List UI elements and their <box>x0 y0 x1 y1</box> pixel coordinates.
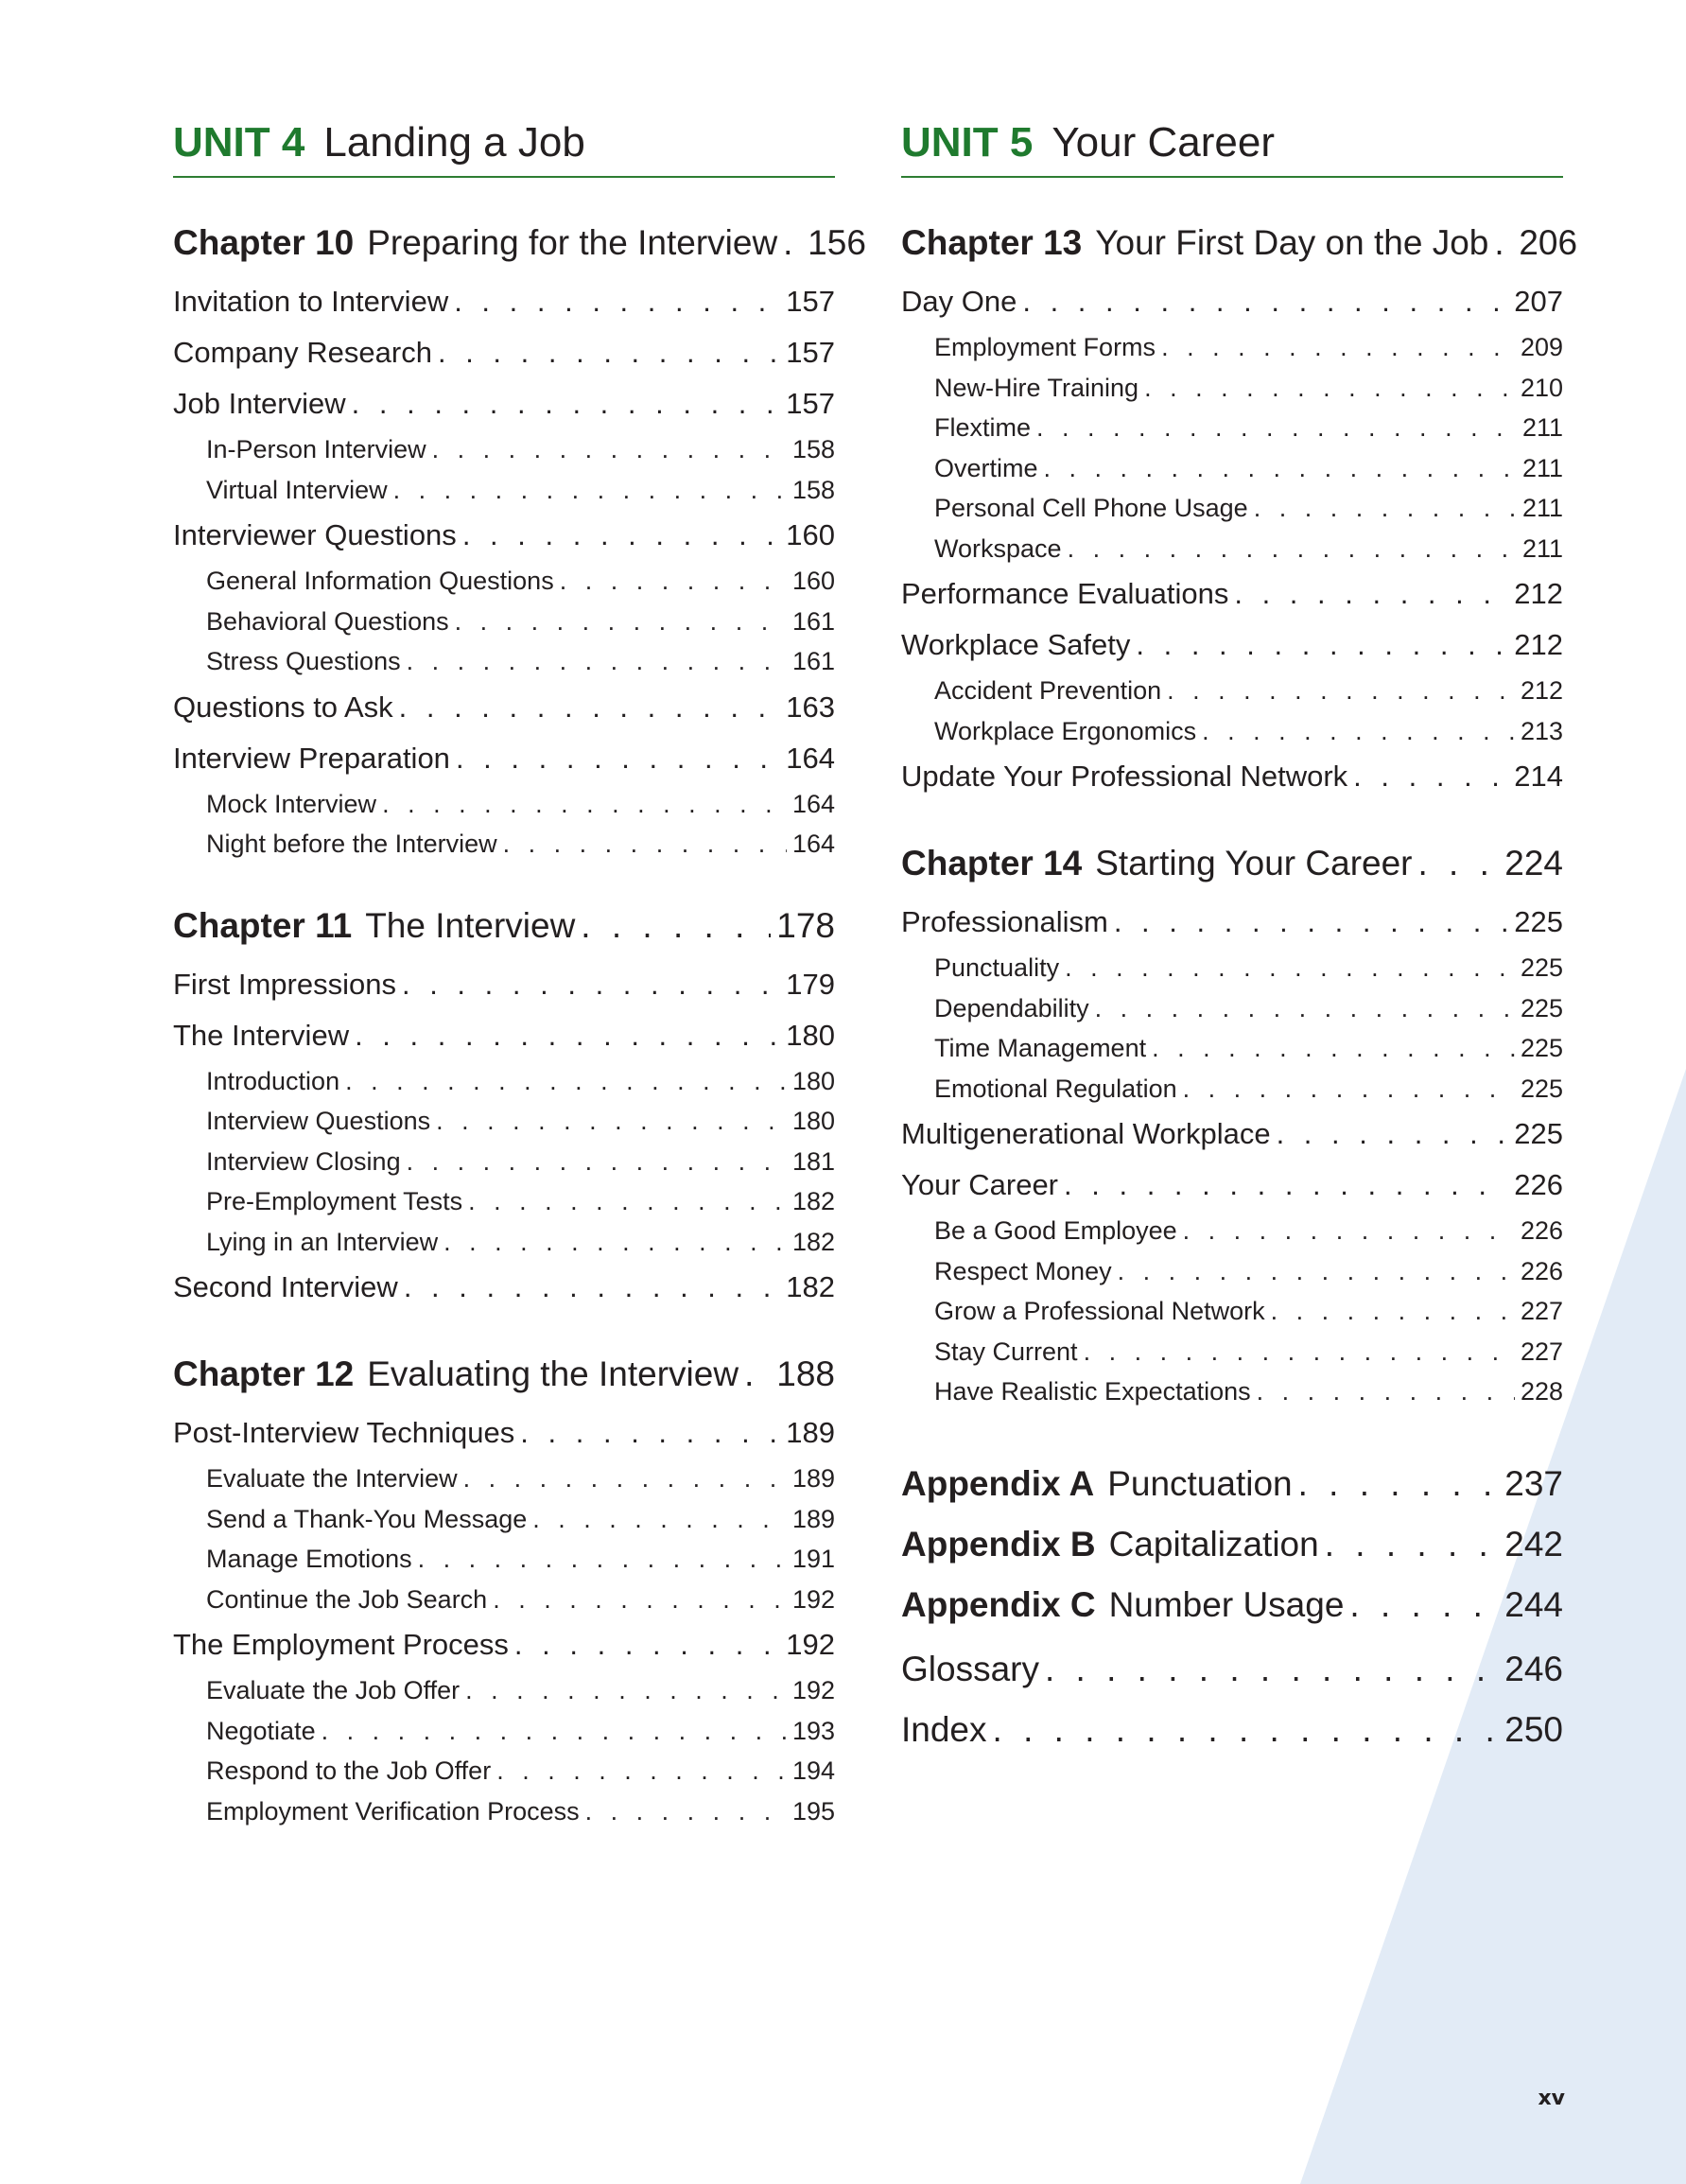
subsection-entry[interactable] <box>173 1751 835 1791</box>
leader-dots <box>322 1711 787 1752</box>
subsection-entry-page: 226 <box>1520 1256 1563 1285</box>
subsection-entry-label: Emotional Regulation <box>934 1074 1177 1103</box>
subsection-entry[interactable] <box>901 948 1563 988</box>
leader-dots <box>463 1459 787 1499</box>
unit-5-title: Your Career <box>1052 119 1275 166</box>
section-entry-label: Update Your Professional Network <box>901 760 1348 793</box>
subsection-entry[interactable] <box>173 1539 835 1580</box>
section-entry[interactable] <box>173 378 835 429</box>
section-entry[interactable] <box>173 733 835 784</box>
chapter-entry-label <box>173 906 575 946</box>
leader-dots <box>393 470 787 511</box>
subsection-entry-label: Dependability <box>934 993 1089 1022</box>
subsection-entry[interactable] <box>173 1181 835 1222</box>
leader-dots <box>1114 897 1508 948</box>
subsection-entry[interactable] <box>901 488 1563 529</box>
unit-4-header <box>173 119 835 178</box>
subsection-entry-label: Workspace <box>934 533 1062 563</box>
leader-dots <box>418 1539 787 1580</box>
section-entry[interactable] <box>901 568 1563 620</box>
back-matter <box>901 1639 1563 1760</box>
leader-dots <box>1068 529 1517 569</box>
subsection-entry-label: Continue the Job Search <box>206 1584 488 1614</box>
leader-dots <box>407 641 787 682</box>
subsection-entry-page: 211 <box>1521 453 1563 482</box>
leader-dots <box>1044 448 1517 489</box>
section-entry[interactable] <box>173 1010 835 1061</box>
leader-dots <box>1022 276 1508 327</box>
subsection-entry[interactable] <box>901 671 1563 711</box>
subsection-entry-page: 225 <box>1520 1034 1563 1062</box>
subsection-entry[interactable] <box>901 408 1563 448</box>
section-entry[interactable] <box>901 1109 1563 1160</box>
section-entry-label: First Impressions <box>173 967 396 1001</box>
subsection-entry-label: Have Realistic Expectations <box>934 1377 1251 1406</box>
leader-dots <box>560 561 787 602</box>
subsection-entry-label: Respond to the Job Offer <box>206 1756 492 1785</box>
chapter-entry-label <box>173 1354 739 1394</box>
subsection-entry-label: Accident Prevention <box>934 676 1162 705</box>
page-number: xv <box>1538 2087 1565 2110</box>
section-entry[interactable] <box>173 327 835 378</box>
leader-dots <box>1065 948 1515 988</box>
appendix-entry-title: Number Usage <box>1108 1584 1345 1624</box>
leader-dots <box>456 733 780 784</box>
section-entry[interactable] <box>173 510 835 561</box>
chapter-entry[interactable] <box>901 844 1563 897</box>
subsection-entry[interactable] <box>901 327 1563 368</box>
back-matter-entry[interactable] <box>901 1639 1563 1700</box>
leader-dots <box>436 1101 787 1142</box>
section-entry[interactable] <box>173 1619 835 1670</box>
leader-dots <box>382 784 787 825</box>
chapter-entry-title: The Interview <box>365 905 576 945</box>
leader-dots <box>503 824 787 865</box>
leader-dots <box>345 1061 787 1102</box>
section-entry-label: The Employment Process <box>173 1628 509 1661</box>
leader-dots <box>1277 1109 1509 1160</box>
chapter-entry-number: Chapter 13 <box>901 223 1083 262</box>
unit-4-number: UNIT 4 <box>173 119 305 166</box>
subsection-entry[interactable] <box>173 1670 835 1711</box>
subsection-entry-page: 225 <box>1520 953 1563 982</box>
subsection-entry-page: 211 <box>1521 413 1563 442</box>
chapter-entry-number: Chapter 10 <box>173 223 355 262</box>
leader-dots <box>1167 671 1515 711</box>
unit-5-chapters <box>901 223 1578 1412</box>
leader-dots <box>355 1010 780 1061</box>
section-entry-label: Professionalism <box>901 905 1108 938</box>
subsection-entry-label: New-Hire Training <box>934 373 1139 402</box>
section-entry-label: Second Interview <box>173 1270 398 1303</box>
leader-dots <box>1325 1514 1500 1575</box>
leader-dots <box>1353 751 1508 802</box>
back-matter-entry-label: Glossary <box>901 1649 1039 1688</box>
back-matter-entry-page: 250 <box>1504 1709 1563 1749</box>
section-entry-label: Day One <box>901 285 1017 318</box>
subsection-entry-page: 189 <box>791 1504 835 1533</box>
subsection-entry-page: 180 <box>791 1107 835 1135</box>
subsection-entry-label: Lying in an Interview <box>206 1227 439 1256</box>
section-entry[interactable] <box>901 620 1563 671</box>
leader-dots <box>993 1700 1500 1760</box>
section-entry[interactable] <box>173 1407 835 1459</box>
subsection-entry-page: 212 <box>1520 676 1563 705</box>
section-entry-page: 212 <box>1514 628 1563 661</box>
subsection-entry-page: 211 <box>1521 494 1563 522</box>
chapter-entry-number: Chapter 12 <box>173 1354 355 1393</box>
appendix-entry-number: Appendix C <box>901 1584 1096 1624</box>
section-entry[interactable] <box>901 897 1563 948</box>
leader-dots <box>404 1262 780 1313</box>
chapter-entry-title: Starting Your Career <box>1095 844 1413 882</box>
subsection-entry[interactable] <box>173 470 835 511</box>
chapter-block <box>173 906 835 1314</box>
subsection-entry[interactable] <box>901 988 1563 1029</box>
leader-dots <box>1136 620 1508 671</box>
back-matter-entry-page: 246 <box>1504 1649 1563 1688</box>
subsection-entry[interactable] <box>173 1222 835 1263</box>
section-entry-page: 192 <box>786 1628 835 1661</box>
subsection-entry-page: 182 <box>791 1227 835 1256</box>
section-entry-page: 180 <box>786 1018 835 1052</box>
section-entry-label: Performance Evaluations <box>901 577 1229 610</box>
section-entry-label: Job Interview <box>173 387 346 420</box>
subsection-entry[interactable] <box>901 529 1563 569</box>
subsection-entry[interactable] <box>901 711 1563 752</box>
subsection-entry-label: Workplace Ergonomics <box>934 716 1197 745</box>
leader-dots <box>783 223 802 263</box>
subsection-entry-page: 164 <box>791 830 835 858</box>
leader-dots <box>1298 1454 1500 1514</box>
section-entry-page: 189 <box>786 1416 835 1449</box>
chapter-entry-label <box>901 223 1488 263</box>
section-entry-label: Workplace Safety <box>901 628 1131 661</box>
unit-4-title: Landing a Job <box>323 119 585 166</box>
subsection-entry-page: 210 <box>1520 373 1563 402</box>
chapter-entry-label <box>901 844 1413 883</box>
subsection-entry[interactable] <box>173 1459 835 1499</box>
leader-dots <box>1418 844 1500 883</box>
chapter-entry-title: Your First Day on the Job <box>1095 223 1489 262</box>
section-entry-label: Interview Preparation <box>173 741 450 775</box>
leader-dots <box>1095 988 1515 1029</box>
chapter-entry[interactable] <box>173 1354 835 1407</box>
subsection-entry-label: Stress Questions <box>206 647 401 675</box>
subsection-entry-label: Personal Cell Phone Usage <box>934 494 1248 522</box>
leader-dots <box>438 327 780 378</box>
section-entry-label: Multigenerational Workplace <box>901 1117 1271 1150</box>
subsection-entry-label: Manage Emotions <box>206 1545 412 1573</box>
chapter-entry-title: Preparing for the Interview <box>367 223 778 262</box>
back-matter-entry[interactable] <box>901 1700 1563 1760</box>
leader-dots <box>1234 568 1508 620</box>
section-entry[interactable] <box>173 276 835 327</box>
section-entry-page: 182 <box>786 1270 835 1303</box>
chapter-block <box>173 1354 835 1831</box>
section-entry-page: 207 <box>1514 285 1563 318</box>
leader-dots <box>585 1791 787 1832</box>
subsection-entry[interactable] <box>173 602 835 642</box>
leader-dots <box>1144 368 1515 409</box>
chapter-entry-page: 188 <box>776 1354 835 1393</box>
subsection-entry[interactable] <box>173 1499 835 1540</box>
chapter-entry[interactable] <box>173 223 866 276</box>
chapter-entry-label <box>173 223 777 263</box>
subsection-entry-label: Time Management <box>934 1034 1147 1062</box>
leader-dots <box>454 276 780 327</box>
section-entry[interactable] <box>173 1262 835 1313</box>
unit-4-column <box>173 119 866 1831</box>
leader-dots <box>407 1142 787 1182</box>
leader-dots <box>496 1751 787 1791</box>
subsection-entry-page: 227 <box>1520 1297 1563 1325</box>
subsection-entry-page: 211 <box>1521 533 1563 563</box>
leader-dots <box>462 510 780 561</box>
appendix-entry-label <box>901 1514 1319 1575</box>
subsection-entry-label: Behavioral Questions <box>206 606 449 636</box>
leader-dots <box>581 906 771 946</box>
subsection-entry-page: 213 <box>1520 716 1563 745</box>
leader-dots <box>1161 327 1515 368</box>
leader-dots <box>1152 1028 1515 1069</box>
appendices <box>901 1454 1563 1635</box>
leader-dots <box>443 1222 787 1263</box>
subsection-entry-label: In-Person Interview <box>206 435 426 463</box>
subsection-entry-label: Stay Current <box>934 1337 1078 1366</box>
subsection-entry-page: 160 <box>791 567 835 595</box>
subsection-entry[interactable] <box>901 1332 1563 1372</box>
subsection-entry-page: 158 <box>791 475 835 504</box>
leader-dots <box>1202 711 1515 752</box>
subsection-entry-page: 161 <box>791 606 835 636</box>
appendix-entry-page: 244 <box>1504 1584 1563 1624</box>
section-entry-label: Post-Interview Techniques <box>173 1416 515 1449</box>
subsection-entry-page: 182 <box>791 1187 835 1215</box>
subsection-entry-label: Evaluate the Job Offer <box>206 1676 461 1704</box>
chapter-entry[interactable] <box>173 906 835 959</box>
appendix-entry[interactable] <box>901 1575 1563 1635</box>
leader-dots <box>1118 1251 1515 1292</box>
subsection-entry-label: Introduction <box>206 1066 340 1095</box>
subsection-entry-page: 225 <box>1520 1074 1563 1103</box>
subsection-entry-label: Interview Questions <box>206 1107 431 1135</box>
chapter-entry[interactable] <box>901 223 1578 276</box>
section-entry-label: Invitation to Interview <box>173 285 449 318</box>
leader-dots <box>493 1580 787 1620</box>
subsection-entry[interactable] <box>901 1028 1563 1069</box>
appendix-entry-title: Punctuation <box>1107 1463 1293 1503</box>
appendix-entry-label <box>901 1575 1344 1635</box>
subsection-entry-label: Send a Thank-You Message <box>206 1504 528 1533</box>
chapter-block <box>901 223 1578 802</box>
subsection-entry-page: 161 <box>791 647 835 675</box>
subsection-entry-label: Evaluate the Interview <box>206 1464 458 1493</box>
subsection-entry-page: 191 <box>791 1545 835 1573</box>
subsection-entry[interactable] <box>901 1069 1563 1109</box>
leader-dots <box>1045 1639 1499 1700</box>
subsection-entry-page: 189 <box>791 1464 835 1493</box>
subsection-entry[interactable] <box>173 824 835 865</box>
subsection-entry-page: 209 <box>1520 333 1563 361</box>
appendix-entry[interactable] <box>901 1514 1563 1575</box>
leader-dots <box>1064 1160 1508 1211</box>
subsection-entry-page: 192 <box>791 1584 835 1614</box>
leader-dots <box>1257 1372 1515 1412</box>
section-entry-label: Interviewer Questions <box>173 518 457 551</box>
unit-5-header <box>901 119 1563 178</box>
subsection-entry-label: Pre-Employment Tests <box>206 1187 463 1215</box>
subsection-entry-page: 164 <box>791 789 835 818</box>
section-entry-page: 163 <box>786 690 835 724</box>
section-entry-label: The Interview <box>173 1018 350 1052</box>
chapter-entry-number: Chapter 11 <box>173 905 353 945</box>
section-entry[interactable] <box>901 276 1563 327</box>
section-entry-page: 157 <box>786 387 835 420</box>
section-entry[interactable] <box>173 959 835 1010</box>
chapter-entry-page: 178 <box>776 905 835 945</box>
section-entry-page: 225 <box>1514 905 1563 938</box>
subsection-entry-label: Mock Interview <box>206 789 377 818</box>
subsection-entry[interactable] <box>173 1142 835 1182</box>
leader-dots <box>1183 1069 1515 1109</box>
section-entry-page: 226 <box>1514 1168 1563 1201</box>
subsection-entry[interactable] <box>901 1372 1563 1412</box>
subsection-entry[interactable] <box>173 1711 835 1752</box>
subsection-entry-page: 195 <box>791 1796 835 1826</box>
subsection-entry-label: Punctuality <box>934 953 1060 982</box>
leader-dots <box>532 1499 787 1540</box>
chapter-entry-page: 224 <box>1504 844 1563 882</box>
chapter-entry-page: 206 <box>1519 223 1578 262</box>
subsection-entry-page: 226 <box>1520 1216 1563 1245</box>
section-entry-page: 225 <box>1514 1117 1563 1150</box>
subsection-entry[interactable] <box>173 784 835 825</box>
subsection-entry-label: Virtual Interview <box>206 475 388 504</box>
chapter-entry-number: Chapter 14 <box>901 844 1083 882</box>
subsection-entry-label: Employment Forms <box>934 333 1156 361</box>
section-entry-label: Company Research <box>173 336 432 369</box>
appendix-entry-page: 237 <box>1504 1463 1563 1503</box>
section-entry-page: 212 <box>1514 577 1563 610</box>
leader-dots <box>1183 1211 1515 1251</box>
section-entry[interactable] <box>901 751 1563 802</box>
section-entry[interactable] <box>173 682 835 733</box>
subsection-entry-page: 227 <box>1520 1337 1563 1366</box>
leader-dots <box>744 1354 771 1394</box>
leader-dots <box>1271 1291 1515 1332</box>
subsection-entry-label: Be a Good Employee <box>934 1216 1177 1245</box>
subsection-entry-page: 192 <box>791 1676 835 1704</box>
leader-dots <box>432 429 787 470</box>
leader-dots <box>455 602 787 642</box>
subsection-entry[interactable] <box>901 368 1563 409</box>
leader-dots <box>402 959 780 1010</box>
appendix-entry-title: Capitalization <box>1108 1524 1319 1564</box>
subsection-entry-page: 181 <box>791 1146 835 1176</box>
section-entry-page: 157 <box>786 285 835 318</box>
subsection-entry-label: Flextime <box>934 413 1032 442</box>
subsection-entry[interactable] <box>173 641 835 682</box>
appendix-entry-label <box>901 1454 1293 1514</box>
section-entry-page: 179 <box>786 967 835 1001</box>
chapter-entry-title: Evaluating the Interview <box>367 1354 739 1393</box>
subsection-entry-label: Respect Money <box>934 1256 1112 1285</box>
subsection-entry[interactable] <box>173 1101 835 1142</box>
section-entry-label: Questions to Ask <box>173 690 393 724</box>
back-matter-entry-label: Index <box>901 1709 987 1749</box>
unit-5-number: UNIT 5 <box>901 119 1034 166</box>
subsection-entry-label: Negotiate <box>206 1716 316 1745</box>
leader-dots <box>465 1670 787 1711</box>
leader-dots <box>514 1619 780 1670</box>
subsection-entry-page: 180 <box>791 1066 835 1095</box>
appendix-entry-number: Appendix A <box>901 1463 1095 1503</box>
leader-dots <box>1084 1332 1515 1372</box>
section-entry-page: 157 <box>786 336 835 369</box>
subsection-entry[interactable] <box>173 561 835 602</box>
appendix-entry-page: 242 <box>1504 1524 1563 1564</box>
subsection-entry-label: Interview Closing <box>206 1146 401 1176</box>
leader-dots <box>1494 223 1513 263</box>
unit-5-column <box>901 119 1578 1760</box>
leader-dots <box>1036 408 1517 448</box>
subsection-entry-label: Grow a Professional Network <box>934 1297 1265 1325</box>
chapter-block <box>901 844 1563 1412</box>
section-entry-page: 160 <box>786 518 835 551</box>
subsection-entry-label: Overtime <box>934 453 1038 482</box>
leader-dots <box>399 682 781 733</box>
leader-dots <box>468 1181 787 1222</box>
section-entry[interactable] <box>901 1160 1563 1211</box>
leader-dots <box>1349 1575 1499 1635</box>
subsection-entry[interactable] <box>901 1291 1563 1332</box>
subsection-entry-page: 193 <box>791 1716 835 1745</box>
subsection-entry[interactable] <box>173 1580 835 1620</box>
subsection-entry[interactable] <box>901 448 1563 489</box>
subsection-entry-label: Night before the Interview <box>206 830 497 858</box>
chapter-block <box>173 223 866 865</box>
section-entry-label: Your Career <box>901 1168 1059 1201</box>
subsection-entry-label: Employment Verification Process <box>206 1796 580 1826</box>
section-entry-page: 214 <box>1514 760 1563 793</box>
subsection-entry[interactable] <box>901 1211 1563 1251</box>
appendix-entry-number: Appendix B <box>901 1524 1096 1564</box>
subsection-entry[interactable] <box>173 429 835 470</box>
subsection-entry-page: 225 <box>1520 993 1563 1022</box>
unit-4-chapters <box>173 223 866 1831</box>
subsection-entry-page: 158 <box>791 435 835 463</box>
leader-dots <box>520 1407 780 1459</box>
subsection-entry[interactable] <box>173 1061 835 1102</box>
subsection-entry[interactable] <box>173 1791 835 1832</box>
subsection-entry-page: 228 <box>1520 1377 1563 1406</box>
subsection-entry[interactable] <box>901 1251 1563 1292</box>
chapter-entry-page: 156 <box>808 223 866 262</box>
subsection-entry-label: General Information Questions <box>206 567 554 595</box>
subsection-entry-page: 194 <box>791 1756 835 1785</box>
leader-dots <box>352 378 781 429</box>
section-entry-page: 164 <box>786 741 835 775</box>
leader-dots <box>1254 488 1517 529</box>
appendix-entry[interactable] <box>901 1454 1563 1514</box>
